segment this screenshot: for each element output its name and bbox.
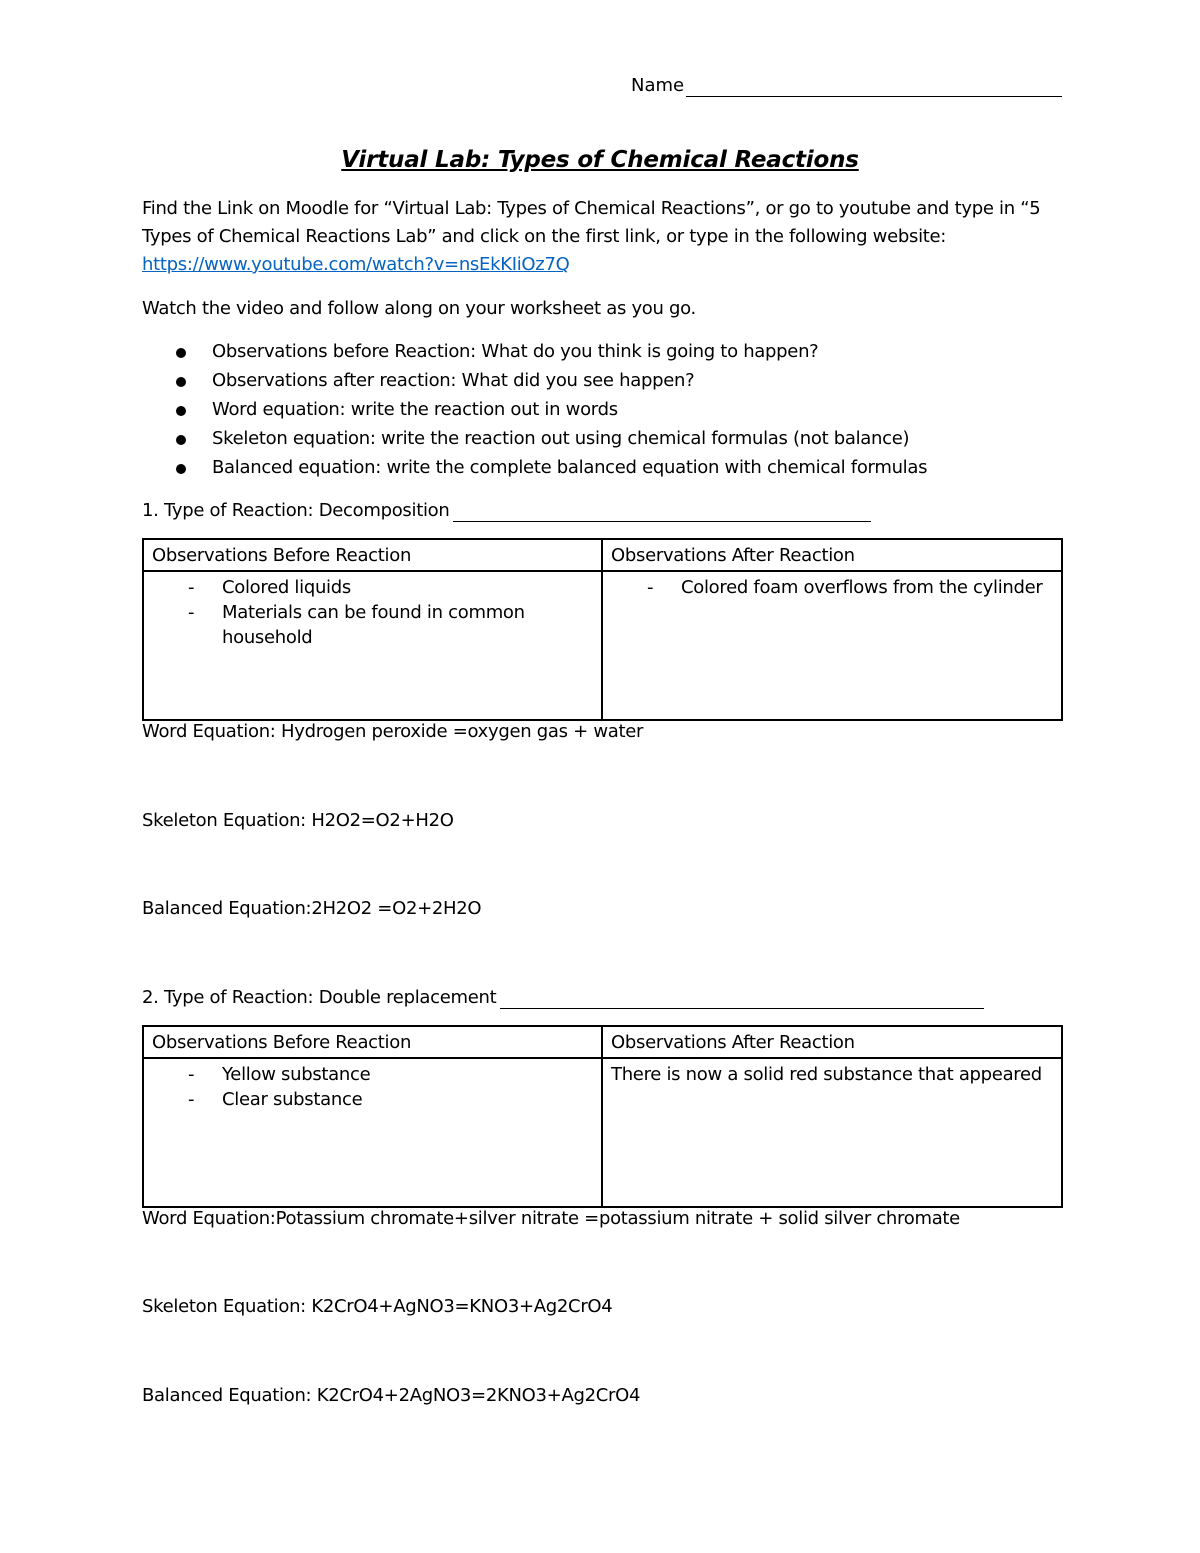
reaction-1-balanced-equation: Balanced Equation:2H2O2 =O2+2H2O bbox=[142, 898, 482, 919]
intro-line-1: Find the Link on Moodle for “Virtual Lab: Types of Chemical Reactions”, or go to youtube and type in “5 bbox=[142, 198, 1041, 219]
reaction-2-heading bbox=[142, 987, 984, 1009]
table-header-row bbox=[143, 1026, 1062, 1058]
reaction-1-blank[interactable] bbox=[453, 503, 871, 522]
intro-link-line bbox=[142, 254, 569, 276]
reaction-2-type: 2. Type of Reaction: Double replacement bbox=[142, 987, 497, 1008]
after-cell[interactable] bbox=[602, 1058, 1062, 1207]
page-title: Virtual Lab: Types of Chemical Reactions bbox=[341, 147, 859, 173]
list-item: - Materials can be found in common household bbox=[152, 600, 593, 650]
after-text: There is now a solid red substance that appeared bbox=[611, 1064, 1042, 1085]
bullet-dot-icon bbox=[176, 464, 186, 474]
reaction-1-type: 1. Type of Reaction: Decomposition bbox=[142, 500, 450, 521]
list-item: - Colored liquids bbox=[152, 575, 593, 600]
col-before-header: Observations Before Reaction bbox=[143, 539, 602, 571]
table-row bbox=[143, 571, 1062, 720]
reaction-2-balanced-equation: Balanced Equation: K2CrO4+2AgNO3=2KNO3+Ag2CrO4 bbox=[142, 1385, 641, 1406]
before-cell[interactable] bbox=[143, 571, 602, 720]
reaction-1-word-equation: Word Equation: Hydrogen peroxide =oxygen gas + water bbox=[142, 721, 644, 742]
instructions-text: Watch the video and follow along on your worksheet as you go. bbox=[142, 298, 696, 319]
col-before-header: Observations Before Reaction bbox=[143, 1026, 602, 1058]
reaction-1-heading bbox=[142, 500, 871, 522]
list-item: Word equation: write the reaction out in words bbox=[212, 399, 618, 420]
reaction-2-skeleton-equation: Skeleton Equation: K2CrO4+AgNO3=KNO3+Ag2CrO4 bbox=[142, 1296, 613, 1317]
before-cell[interactable] bbox=[143, 1058, 602, 1207]
intro-line-2: Types of Chemical Reactions Lab” and click on the first link, or type in the following website: bbox=[142, 226, 947, 247]
bullet-dot-icon bbox=[176, 348, 186, 358]
list-item: - Clear substance bbox=[152, 1087, 593, 1112]
list-item: Observations after reaction: What did you see happen? bbox=[212, 370, 695, 391]
table-header-row bbox=[143, 539, 1062, 571]
reaction-1-skeleton-equation: Skeleton Equation: H2O2=O2+H2O bbox=[142, 810, 454, 831]
list-item: Balanced equation: write the complete balanced equation with chemical formulas bbox=[212, 457, 928, 478]
list-item: - Yellow substance bbox=[152, 1062, 593, 1087]
list-item: - Colored foam overflows from the cylinder bbox=[611, 575, 1053, 600]
bullet-dot-icon bbox=[176, 406, 186, 416]
name-blank[interactable] bbox=[686, 77, 1062, 97]
reaction-2-table bbox=[142, 1025, 1063, 1208]
list-item: Skeleton equation: write the reaction out using chemical formulas (not balance) bbox=[212, 428, 910, 449]
video-link[interactable]: https://www.youtube.com/watch?v=nsEkKIiOz7Q bbox=[142, 254, 570, 275]
list-item: Observations before Reaction: What do you think is going to happen? bbox=[212, 341, 819, 362]
reaction-2-word-equation: Word Equation:Potassium chromate+silver nitrate =potassium nitrate + solid silver chromate bbox=[142, 1208, 960, 1229]
reaction-2-blank[interactable] bbox=[500, 990, 984, 1009]
name-label: Name bbox=[631, 75, 685, 96]
name-field[interactable] bbox=[631, 75, 1062, 97]
table-row bbox=[143, 1058, 1062, 1207]
bullet-dot-icon bbox=[176, 377, 186, 387]
reaction-1-table bbox=[142, 538, 1063, 721]
bullet-dot-icon bbox=[176, 435, 186, 445]
col-after-header: Observations After Reaction bbox=[602, 1026, 1062, 1058]
col-after-header: Observations After Reaction bbox=[602, 539, 1062, 571]
after-cell[interactable] bbox=[602, 571, 1062, 720]
